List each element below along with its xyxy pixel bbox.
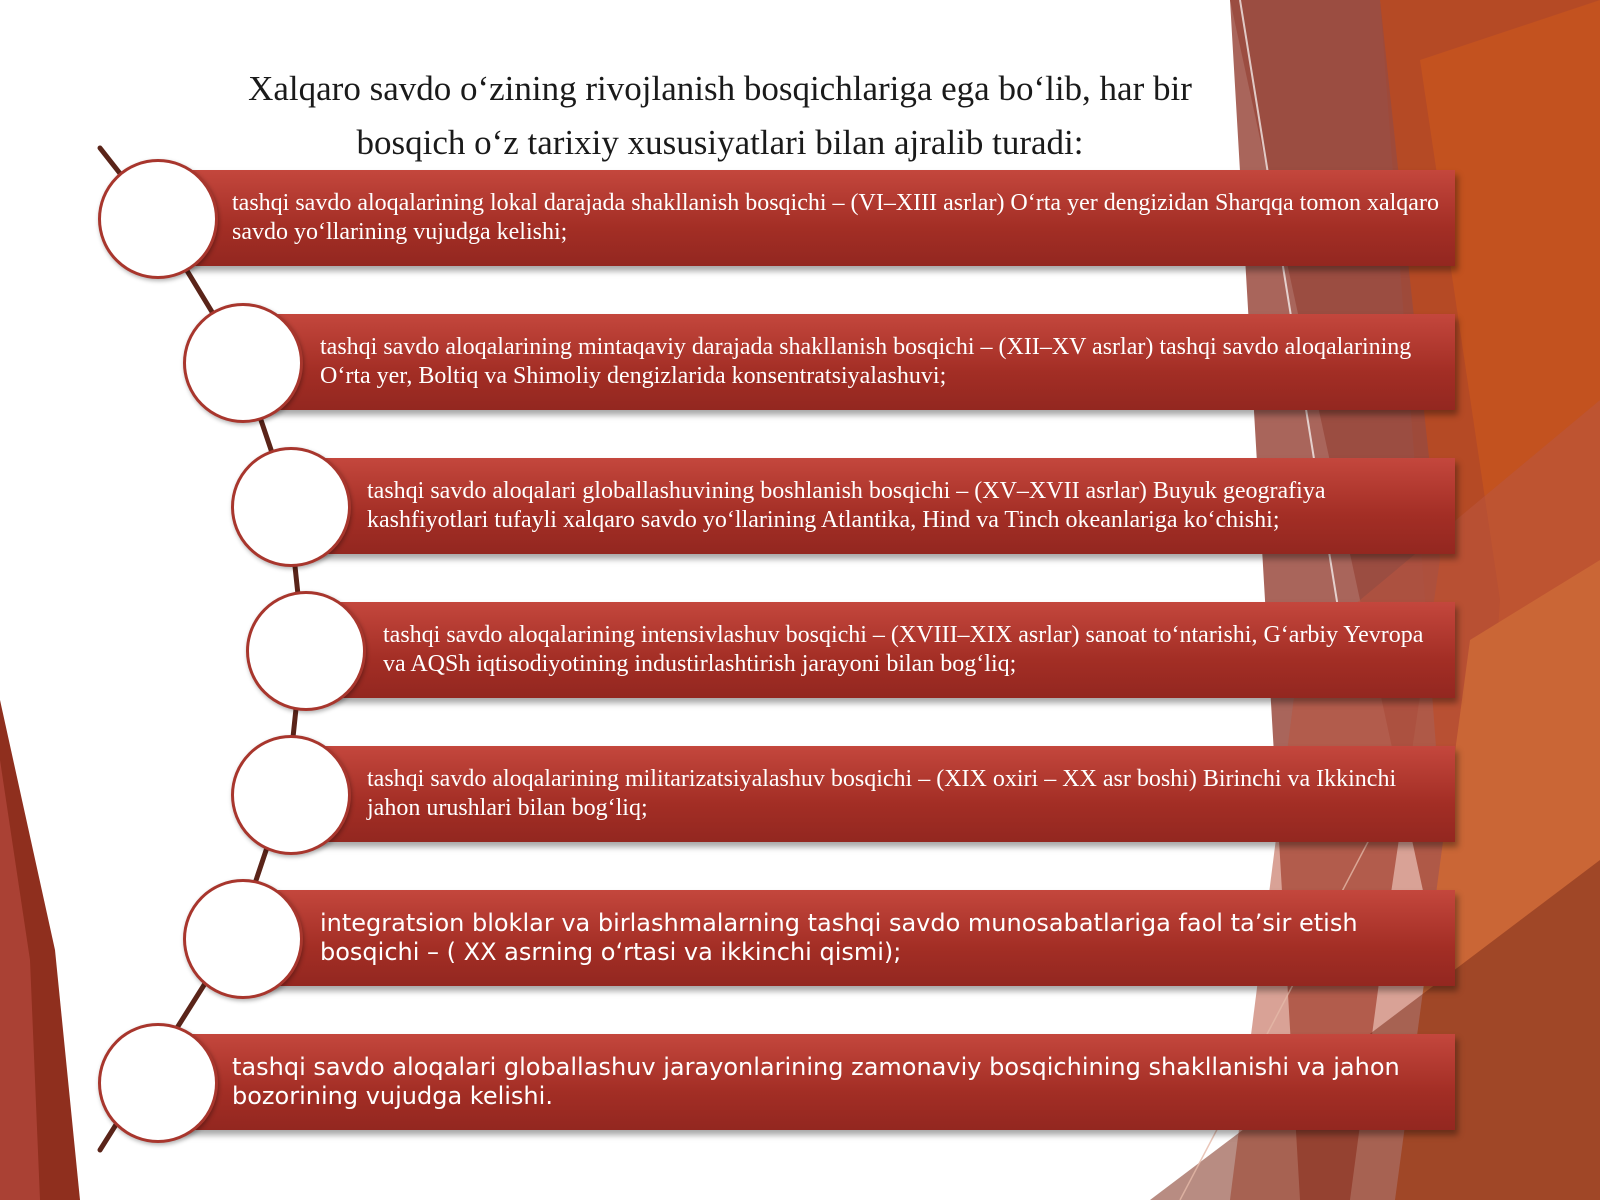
stage-1	[155, 170, 1455, 266]
stage-text: tashqi savdo aloqalarining intensivlashuv bosqichi – (XVIII–XIX asrlar) sanoat to‘ntarishi, G‘arbiy Yevropa va AQSh iqtisodiyotining industirlashtirish jarayoni bilan bog‘liq;	[383, 622, 1424, 677]
stage-text: tashqi savdo aloqalarining lokal darajada shakllanish bosqichi – (VI–XIII asrlar) O‘rta yer dengizidan Sharqqa tomon xalqaro savdo yo‘llarining vujudga kelishi;	[232, 190, 1439, 245]
stage-marker-circle	[231, 735, 351, 855]
stage-marker-circle	[98, 159, 218, 279]
slide-title-line-1: Xalqaro savdo o‘zining rivojlanish bosqichlariga ega bo‘lib, har bir	[248, 69, 1192, 108]
slide-title	[120, 62, 1320, 170]
stage-marker-circle	[246, 591, 366, 711]
stage-5	[288, 746, 1455, 842]
stage-marker-circle	[183, 303, 303, 423]
stage-marker-circle	[231, 447, 351, 567]
stage-6	[240, 890, 1455, 986]
stage-marker-circle	[183, 879, 303, 999]
stage-3	[288, 458, 1455, 554]
stage-2	[240, 314, 1455, 410]
stage-7	[155, 1034, 1455, 1130]
stage-text: tashqi savdo aloqalarining mintaqaviy darajada shakllanish bosqichi – (XII–XV asrlar) tashqi savdo aloqalarining O‘rta yer, Boltiq va Shimoliy dengizlarida konsentratsiyalashuvi;	[320, 334, 1412, 389]
stage-marker-circle	[98, 1023, 218, 1143]
slide-title-line-2: bosqich o‘z tarixiy xususiyatlari bilan ajralib turadi:	[356, 123, 1084, 162]
stage-text: integratsion bloklar va birlashmalarning tashqi savdo munosabatlariga faol ta’sir etish bosqichi – ( XX asrning o‘rtasi va ikkinchi qismi);	[320, 909, 1358, 966]
stage-text: tashqi savdo aloqalari globallashuvining boshlanish bosqichi – (XV–XVII asrlar) Buyuk geografiya kashfiyotlari tufayli xalqaro savdo yo‘llarining Atlantika, Hind va Tinch okeanlariga ko‘chishi;	[367, 478, 1326, 533]
stage-4	[303, 602, 1455, 698]
stage-text: tashqi savdo aloqalarining militarizatsiyalashuv bosqichi – (XIX oxiri – XX asr boshi) Birinchi va Ikkinchi jahon urushlari bilan bog‘liq;	[367, 766, 1397, 821]
stage-text: tashqi savdo aloqalari globallashuv jarayonlarining zamonaviy bosqichining shakllanishi va jahon bozorining vujudga kelishi.	[232, 1053, 1400, 1110]
